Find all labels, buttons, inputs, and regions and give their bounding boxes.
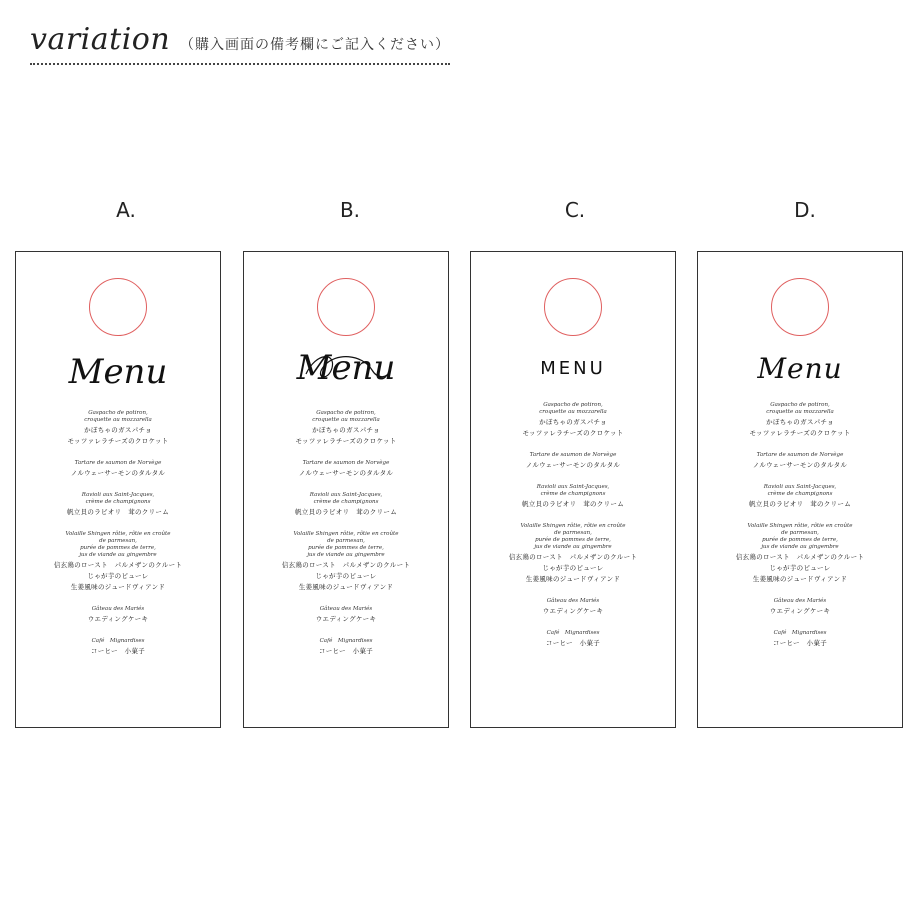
course-french-line: Café Mignardises	[319, 638, 373, 644]
course-item	[471, 452, 675, 470]
menu-title: Menu	[68, 352, 168, 392]
course-french-line: Ravioli aux Saint-Jacques,	[309, 492, 383, 498]
course-french-line: crème de champignons	[767, 491, 833, 497]
course-french-line: Gaspacho de potiron,	[316, 410, 376, 416]
course-french-line: de parmesan,	[327, 538, 365, 544]
course-item	[698, 452, 902, 470]
course-french-line: jus de viande au gingembre	[79, 552, 157, 558]
course-japanese-line: ノルウェーサーモンのタルタル	[525, 461, 621, 469]
hole-circle	[771, 278, 829, 336]
course-japanese-line: ノルウェーサーモンのタルタル	[752, 461, 848, 469]
course-japanese-line: モッツァレラチーズのクロケット	[522, 429, 624, 437]
course-french-line: purée de pommes de terre,	[762, 537, 838, 543]
course-item	[698, 598, 902, 616]
course-item	[244, 460, 448, 478]
course-french-line: crème de champignons	[85, 499, 151, 505]
course-french-line: Gâteau des Mariés	[319, 606, 373, 612]
course-list	[698, 402, 902, 662]
course-japanese-line: 信玄鶏のロースト パルメザンのクルート	[53, 561, 183, 569]
course-french-line: Café Mignardises	[546, 630, 600, 636]
course-japanese-line: コーヒー 小菓子	[90, 647, 146, 655]
course-french-line: crème de champignons	[313, 499, 379, 505]
course-french-line: Café Mignardises	[91, 638, 145, 644]
hole-circle	[89, 278, 147, 336]
course-japanese-line: ウエディングケーキ	[769, 607, 831, 615]
course-japanese-line: かぼちゃのガスパチョ	[84, 426, 152, 434]
course-french-line: Volaille Shingen rôtie, rôtie en croûte	[520, 523, 626, 529]
course-french-line: de parmesan,	[99, 538, 137, 544]
course-japanese-line: ウエディングケーキ	[542, 607, 604, 615]
course-item	[471, 630, 675, 648]
course-japanese-line: 信玄鶏のロースト パルメザンのクルート	[508, 553, 638, 561]
course-french-line: jus de viande au gingembre	[534, 544, 612, 550]
course-japanese-line: ウエディングケーキ	[315, 615, 377, 623]
course-french-line: de parmesan,	[781, 530, 819, 536]
course-item	[16, 410, 220, 446]
course-french-line: Ravioli aux Saint-Jacques,	[536, 484, 610, 490]
course-item	[16, 531, 220, 592]
course-item	[244, 531, 448, 592]
course-japanese-line: じゃが芋のピューレ	[315, 572, 377, 580]
course-japanese-line: モッツァレラチーズのクロケット	[749, 429, 851, 437]
course-list	[244, 410, 448, 670]
course-item	[698, 630, 902, 648]
course-item	[244, 410, 448, 446]
course-french-line: crème de champignons	[540, 491, 606, 497]
hole-circle	[544, 278, 602, 336]
dotted-divider	[30, 63, 450, 65]
hole-circle	[317, 278, 375, 336]
course-french-line: Volaille Shingen rôtie, rôtie en croûte	[65, 531, 171, 537]
course-japanese-line: 生姜風味のジュードヴィアンド	[752, 575, 848, 583]
course-french-line: Ravioli aux Saint-Jacques,	[81, 492, 155, 498]
course-item	[471, 402, 675, 438]
course-item	[698, 523, 902, 584]
variation-label-a: A.	[116, 198, 136, 222]
menu-title: Menu	[296, 348, 396, 388]
course-french-line: purée de pommes de terre,	[535, 537, 611, 543]
course-french-line: purée de pommes de terre,	[80, 545, 156, 551]
course-french-line: Gâteau des Mariés	[546, 598, 600, 604]
course-japanese-line: かぼちゃのガスパチョ	[312, 426, 380, 434]
menu-card-c[interactable]	[470, 251, 676, 728]
course-japanese-line: 生姜風味のジュードヴィアンド	[298, 583, 394, 591]
course-french-line: croquette au mozzarella	[312, 417, 380, 423]
header-subtitle: （購入画面の備考欄にご記入ください）	[180, 37, 450, 53]
course-item	[16, 638, 220, 656]
course-item	[698, 402, 902, 438]
course-french-line: croquette au mozzarella	[766, 409, 834, 415]
menu-card-d[interactable]	[697, 251, 903, 728]
course-item	[244, 492, 448, 517]
course-japanese-line: ノルウェーサーモンのタルタル	[298, 469, 394, 477]
course-japanese-line: 生姜風味のジュードヴィアンド	[70, 583, 166, 591]
course-french-line: Tartare de saumon de Norvège	[74, 460, 162, 466]
course-item	[471, 484, 675, 509]
course-french-line: Tartare de saumon de Norvège	[529, 452, 617, 458]
course-item	[16, 492, 220, 517]
course-japanese-line: 帆立貝のラビオリ 茸のクリーム	[749, 500, 851, 508]
course-item	[16, 460, 220, 478]
course-french-line: Gaspacho de potiron,	[770, 402, 830, 408]
course-french-line: croquette au mozzarella	[84, 417, 152, 423]
variation-label-d: D.	[794, 198, 816, 222]
course-french-line: jus de viande au gingembre	[307, 552, 385, 558]
menu-card-b[interactable]	[243, 251, 449, 728]
course-japanese-line: かぼちゃのガスパチョ	[539, 418, 607, 426]
course-japanese-line: コーヒー 小菓子	[772, 639, 828, 647]
course-japanese-line: ノルウェーサーモンのタルタル	[70, 469, 166, 477]
course-japanese-line: 帆立貝のラビオリ 茸のクリーム	[67, 508, 169, 516]
course-japanese-line: じゃが芋のピューレ	[769, 564, 831, 572]
course-japanese-line: 帆立貝のラビオリ 茸のクリーム	[295, 508, 397, 516]
course-french-line: Café Mignardises	[773, 630, 827, 636]
course-japanese-line: モッツァレラチーズのクロケット	[67, 437, 169, 445]
course-list	[16, 410, 220, 670]
course-japanese-line: 帆立貝のラビオリ 茸のクリーム	[522, 500, 624, 508]
course-japanese-line: 信玄鶏のロースト パルメザンのクルート	[281, 561, 411, 569]
course-french-line: Gâteau des Mariés	[773, 598, 827, 604]
header-title: variation	[30, 22, 171, 57]
course-french-line: Gâteau des Mariés	[91, 606, 145, 612]
variation-label-c: C.	[564, 198, 586, 222]
course-french-line: Ravioli aux Saint-Jacques,	[763, 484, 837, 490]
course-japanese-line: 信玄鶏のロースト パルメザンのクルート	[735, 553, 865, 561]
course-french-line: purée de pommes de terre,	[308, 545, 384, 551]
course-item	[244, 606, 448, 624]
course-item	[244, 638, 448, 656]
course-french-line: de parmesan,	[554, 530, 592, 536]
course-french-line: Gaspacho de potiron,	[543, 402, 603, 408]
menu-card-a[interactable]	[15, 251, 221, 728]
page-header	[30, 22, 450, 66]
course-japanese-line: コーヒー 小菓子	[318, 647, 374, 655]
course-french-line: Tartare de saumon de Norvège	[302, 460, 390, 466]
course-french-line: jus de viande au gingembre	[761, 544, 839, 550]
course-japanese-line: じゃが芋のピューレ	[542, 564, 604, 572]
course-french-line: Tartare de saumon de Norvège	[756, 452, 844, 458]
course-french-line: Volaille Shingen rôtie, rôtie en croûte	[747, 523, 853, 529]
course-french-line: croquette au mozzarella	[539, 409, 607, 415]
course-item	[16, 606, 220, 624]
course-japanese-line: じゃが芋のピューレ	[87, 572, 149, 580]
course-japanese-line: ウエディングケーキ	[87, 615, 149, 623]
menu-title: Menu	[757, 352, 843, 385]
menu-title: MENU	[540, 358, 606, 379]
course-japanese-line: モッツァレラチーズのクロケット	[295, 437, 397, 445]
course-japanese-line: コーヒー 小菓子	[545, 639, 601, 647]
course-french-line: Gaspacho de potiron,	[88, 410, 148, 416]
course-japanese-line: 生姜風味のジュードヴィアンド	[525, 575, 621, 583]
course-item	[471, 598, 675, 616]
course-item	[698, 484, 902, 509]
course-list	[471, 402, 675, 662]
course-japanese-line: かぼちゃのガスパチョ	[766, 418, 834, 426]
course-french-line: Volaille Shingen rôtie, rôtie en croûte	[293, 531, 399, 537]
variation-label-b: B.	[339, 198, 361, 222]
course-item	[471, 523, 675, 584]
